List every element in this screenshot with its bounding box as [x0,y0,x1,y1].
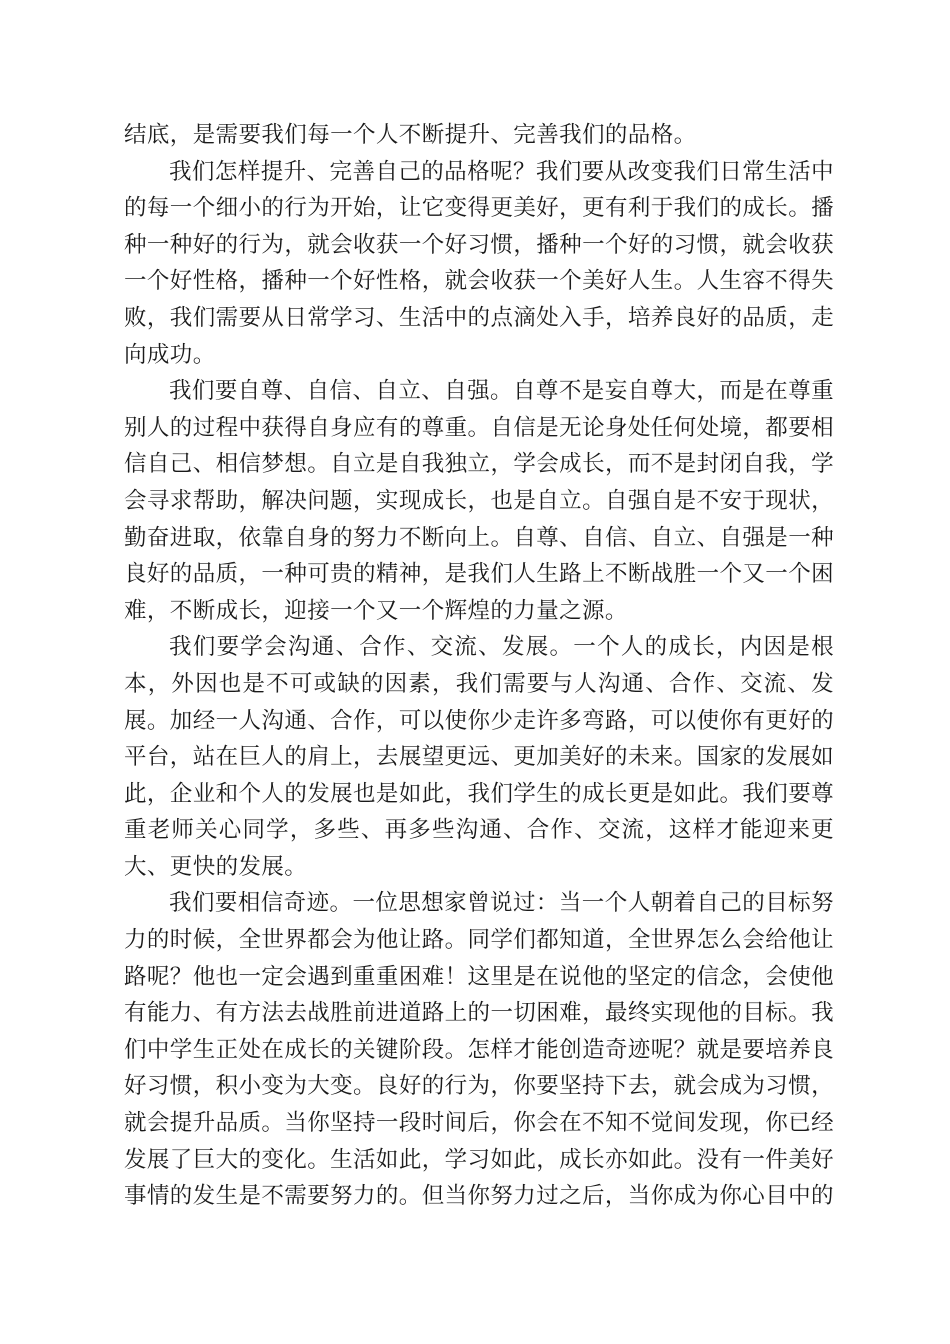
paragraph-continuation: 结底，是需要我们每一个人不断提升、完善我们的品格。 [124,122,697,148]
document-page [124,117,834,1215]
paragraph-improve-character: 我们怎样提升、完善自己的品格呢？我们要从改变我们日常生活中的每一个细小的行为开始，让它变得更美好，更有利于我们的成长。播种一种好的行为，就会收获一个好习惯，播种一个好的习惯，就会收获一个好性格，播种一个好性格，就会收获一个美好人生。人生容不得失败，我们需要从日常学习、生活中的点滴处入手，培养良好的品质，走向成功。 [124,158,834,368]
paragraph-believe-miracles: 我们要相信奇迹。一位思想家曾说过：当一个人朝着自己的目标努力的时候，全世界都会为他让路。同学们都知道，全世界怎么会给他让路呢？他也一定会遇到重重困难！这里是在说他的坚定的信念，会使他有能力、有方法去战胜前进道路上的一切困难，最终实现他的目标。我们中学生正处在成长的关键阶段。怎样才能创造奇迹呢？就是要培养良好习惯，积小变为大变。良好的行为，你要坚持下去，就会成为习惯，就会提升品质。当你坚持一段时间后，你会在不知不觉间发现，你已经发展了巨大的变化。生活如此，学习如此，成长亦如此。没有一件美好事情的发生是不需要努力的。但当你努力过之后，当你成为你心目中的 [124,890,834,1210]
paragraph-self-respect: 我们要自尊、自信、自立、自强。自尊不是妄自尊大，而是在尊重别人的过程中获得自身应有的尊重。自信是无论身处任何处境，都要相信自己、相信梦想。自立是自我独立，学会成长，而不是封闭自我，学会寻求帮助，解决问题，实现成长，也是自立。自强自是不安于现状，勤奋进取，依靠自身的努力不断向上。自尊、自信、自立、自强是一种良好的品质，一种可贵的精神，是我们人生路上不断战胜一个又一个困难，不断成长，迎接一个又一个辉煌的力量之源。 [124,378,834,624]
paragraph-communication: 我们要学会沟通、合作、交流、发展。一个人的成长，内因是根本，外因也是不可或缺的因素，我们需要与人沟通、合作、交流、发展。加经一人沟通、合作，可以使你少走许多弯路，可以使你有更好的平台，站在巨人的肩上，去展望更远、更加美好的未来。国家的发展如此，企业和个人的发展也是如此，我们学生的成长更是如此。我们要尊重老师关心同学，多些、再多些沟通、合作、交流，这样才能迎来更大、更快的发展。 [124,634,834,880]
